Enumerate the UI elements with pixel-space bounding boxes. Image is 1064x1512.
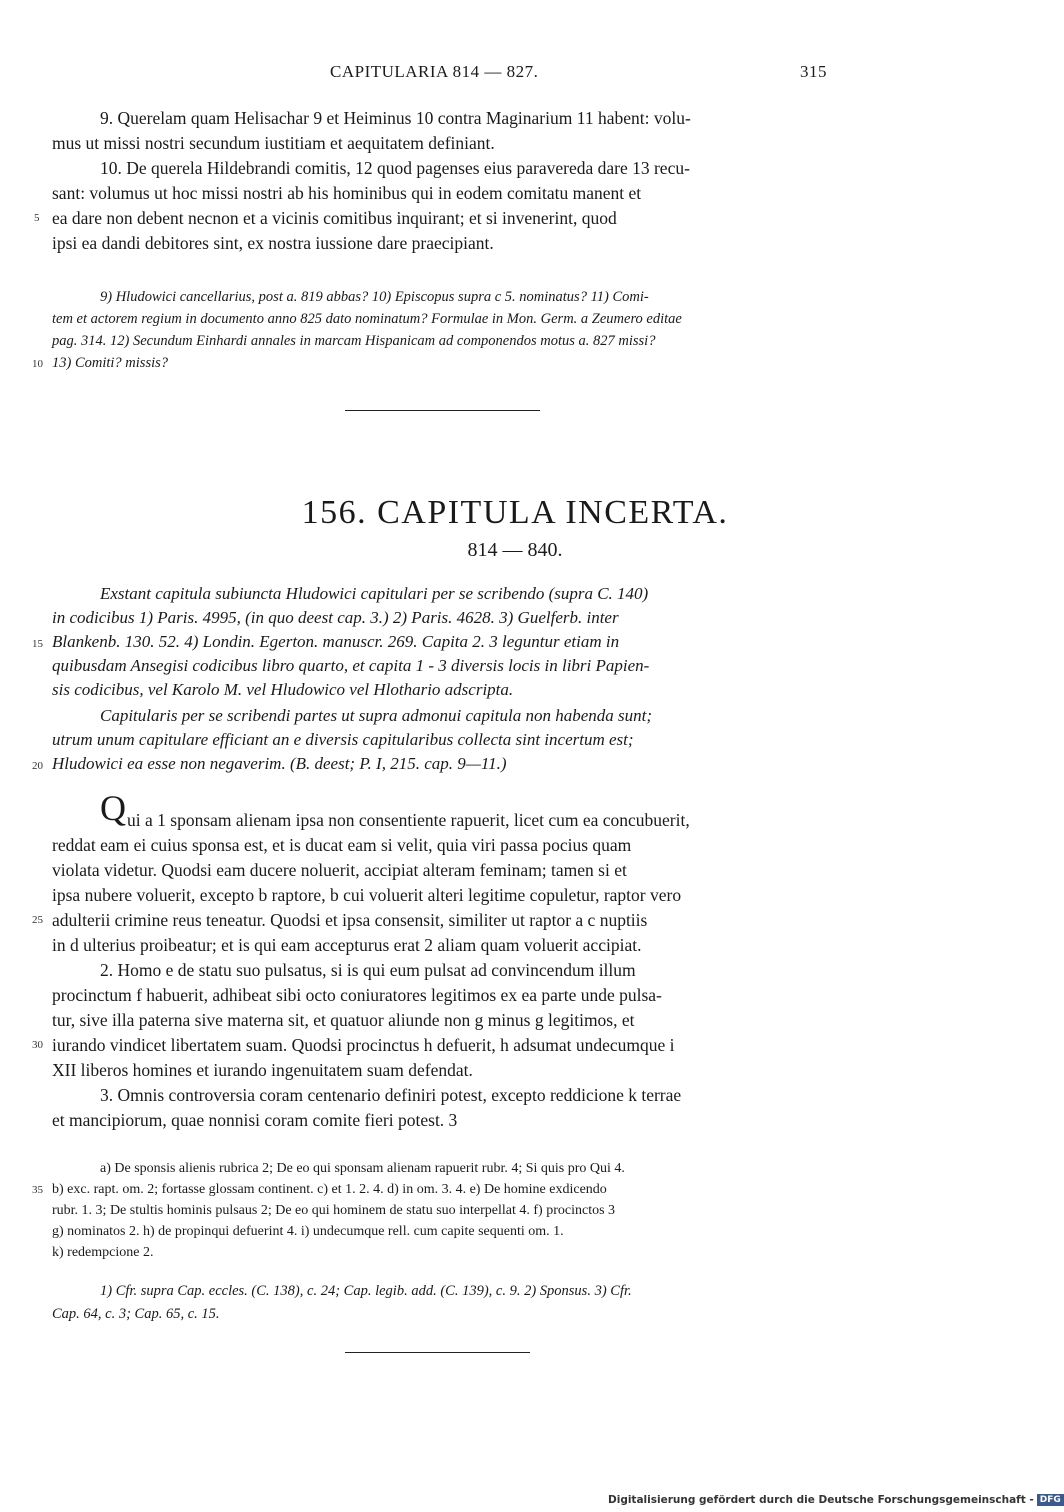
text-line: 2. Homo e de statu suo pulsatus, si is qui eum pulsat ad convincendum illum (100, 960, 636, 980)
note-line: a) De sponsis alienis rubrica 2; De eo qui sponsam alienam rapuerit rubr. 4; Si quis pro Qui 4. (100, 1161, 625, 1176)
drop-capital: Q (100, 788, 126, 828)
intro-line: Hludowici ea esse non negaverim. (B. deest; P. I, 215. cap. 9—11.) (52, 754, 507, 773)
intro-line: in codicibus 1) Paris. 4995, (in quo deest cap. 3.) 2) Paris. 4628. 3) Guelferb. inter (52, 608, 619, 627)
end-divider (345, 1352, 530, 1353)
intro-line: quibusdam Ansegisi codicibus libro quarto, et capita 1 - 3 diversis locis in libri Papien- (52, 656, 650, 675)
dfg-logo: DFG (1037, 1494, 1064, 1506)
text-line: ui a 1 sponsam alienam ipsa non consentiente rapuerit, licet cum ea concubuerit, (127, 810, 690, 830)
note-line: g) nominatos 2. h) de propinqui defuerint 4. i) undecumque rell. cum capite sequenti om. 1. (52, 1224, 564, 1239)
intro-line: utrum unum capitulare efficiant an e diversis capitularibus collecta sint incertum est; (52, 730, 634, 749)
text-line: reddat eam ei cuius sponsa est, et is ducat eam si velit, quia viri passa pocius quam (52, 835, 632, 855)
line-number: 35 (32, 1184, 43, 1196)
text-line: 10. De querela Hildebrandi comitis, 12 quod pagenses eius paravereda dare 13 recu- (100, 158, 690, 178)
running-title: CAPITULARIA 814 — 827. (330, 62, 539, 81)
footnote-line: tem et actorem regium in documento anno 825 dato nominatum? Formulae in Mon. Germ. a Zeumero editae (52, 311, 682, 327)
line-number: 15 (32, 638, 43, 650)
text-line: ipsa nubere voluerit, excepto b raptore, b cui voluerit alteri legitime copuletur, raptor vero (52, 885, 682, 905)
section-title: 156. CAPITULA INCERTA. (301, 494, 729, 531)
digitization-credit (608, 1494, 1064, 1506)
section-dates: 814 — 840. (467, 539, 563, 561)
footnote-line: 13) Comiti? missis? (52, 355, 169, 371)
text-line: tur, sive illa paterna sive materna sit, et quatuor aliunde non g minus g legitimos, et (52, 1010, 635, 1030)
note-line: rubr. 1. 3; De stultis hominis pulsaus 2; De eo qui hominem de statu suo interpellat 4. f) procinctos 3 (52, 1203, 616, 1218)
text-line: XII liberos homines et iurando ingenuitatem suam defendat. (52, 1060, 473, 1080)
text-line: sant: volumus ut hoc missi nostri ab his hominibus qui in eodem comitatu manent et (52, 183, 642, 203)
line-number: 20 (32, 760, 43, 772)
intro-line: Capitularis per se scribendi partes ut supra admonui capitula non habenda sunt; (100, 706, 653, 725)
text-line: violata videtur. Quodsi eam ducere noluerit, accipiat alteram feminam; tamen si et (52, 860, 627, 880)
note-line: 1) Cfr. supra Cap. eccles. (C. 138), c. 24; Cap. legib. add. (C. 139), c. 9. 2) Sponsus. 3) Cfr. (100, 1283, 632, 1299)
intro-line: sis codicibus, vel Karolo M. vel Hludowico vel Hlothario adscripta. (52, 680, 514, 699)
footnote-line: 9) Hludowici cancellarius, post a. 819 abbas? 10) Episcopus supra c 5. nominatus? 11) Comi- (100, 289, 649, 305)
text-line: procinctum f habuerit, adhibeat sibi octo coniuratores legitimos ex ea parte unde pulsa- (52, 985, 662, 1005)
section-divider (345, 410, 540, 411)
footnote-line: pag. 314. 12) Secundum Einhardi annales in marcam Hispanicam ad componendos motus a. 827 missi? (52, 333, 656, 349)
note-line: b) exc. rapt. om. 2; fortasse glossam continent. c) et 1. 2. 4. d) in om. 3. 4. e) De homine exdicendo (52, 1182, 607, 1197)
line-number: 5 (34, 212, 40, 224)
line-number: 25 (32, 914, 43, 926)
text-line: ipsi ea dandi debitores sint, ex nostra iussione dare praecipiant. (52, 233, 494, 253)
line-number: 10 (32, 358, 43, 370)
note-line: Cap. 64, c. 3; Cap. 65, c. 15. (52, 1306, 220, 1322)
intro-line: Blankenb. 130. 52. 4) Londin. Egerton. manuscr. 269. Capita 2. 3 leguntur etiam in (52, 632, 620, 651)
note-line: k) redempcione 2. (52, 1245, 154, 1260)
text-line: mus ut missi nostri secundum iustitiam et aequitatem definiant. (52, 133, 495, 153)
text-line: et mancipiorum, quae nonnisi coram comite fieri potest. 3 (52, 1110, 458, 1130)
intro-line: Exstant capitula subiuncta Hludowici capitulari per se scribendo (supra C. 140) (100, 584, 649, 603)
text-line: 3. Omnis controversia coram centenario definiri potest, excepto reddicione k terrae (100, 1085, 682, 1105)
text-line: adulterii crimine reus teneatur. Quodsi et ipsa consensit, similiter ut raptor a c nuptiis (52, 910, 648, 930)
text-line: 9. Querelam quam Helisachar 9 et Heiminus 10 contra Maginarium 11 habent: volu- (100, 108, 691, 128)
text-line: in d ulterius proibeatur; et is qui eam accepturus erat 2 aliam quam voluerit accipiat. (52, 935, 642, 955)
text-line: ea dare non debent necnon et a vicinis comitibus inquirant; et si invenerint, quod (52, 208, 617, 228)
page-number: 315 (800, 62, 827, 81)
text-line: iurando vindicet libertatem suam. Quodsi procinctus h defuerit, h adsumat undecumque i (52, 1035, 675, 1055)
credit-text: Digitalisierung gefördert durch die Deutsche Forschungsgemeinschaft - (608, 1494, 1034, 1506)
line-number: 30 (32, 1039, 43, 1051)
